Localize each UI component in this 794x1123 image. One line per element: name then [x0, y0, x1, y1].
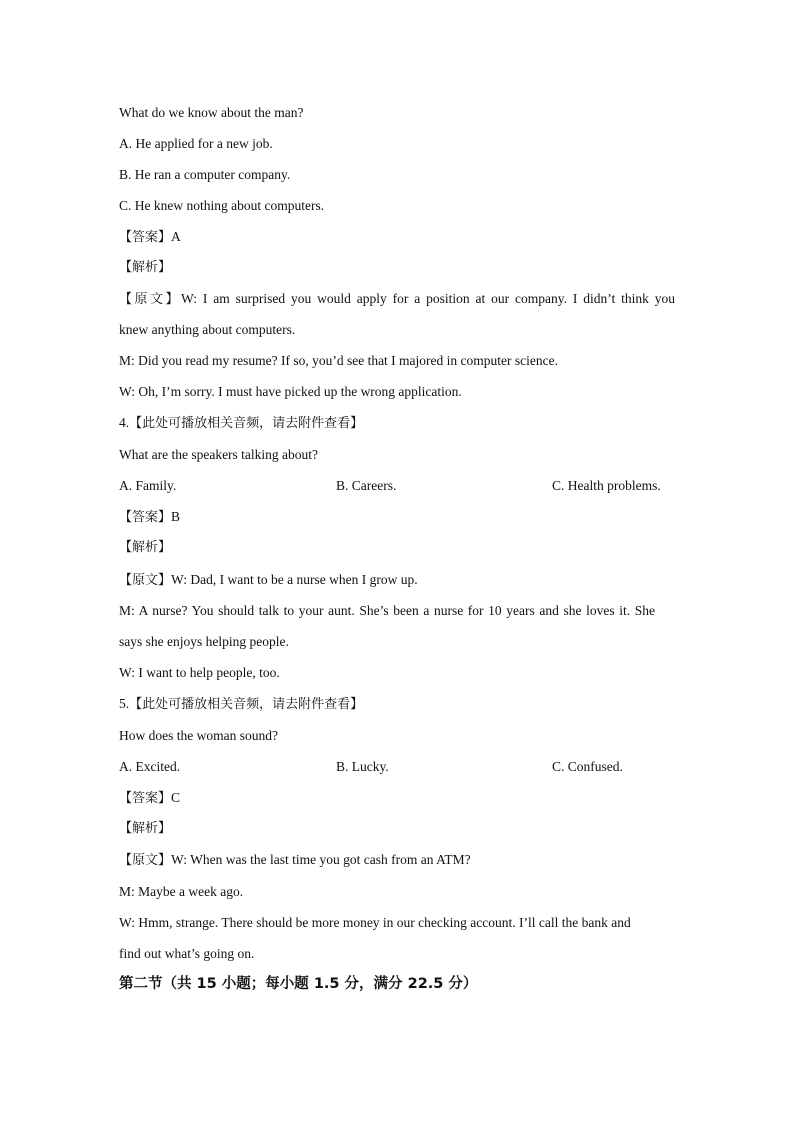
- q3-transcript-line-3: M: Did you read my resume? If so, you’d see that I majored in computer science.: [119, 353, 558, 368]
- q3-option-c: C. He knew nothing about computers.: [119, 198, 325, 213]
- q5-number: 5.: [119, 696, 130, 711]
- q5-answer: [119, 788, 180, 809]
- q3-analysis-label: 【解析】: [119, 260, 172, 275]
- q5-transcript-line-3: W: Hmm, strange. There should be more money in our checking account. I’ll call the bank and: [119, 915, 631, 930]
- q4-number: 4.: [119, 415, 130, 430]
- audio-note: 【此处可播放相关音频，请去附件查看】: [129, 416, 364, 431]
- q5-transcript-line-1: [119, 850, 471, 871]
- q4-option-a: A. Family.: [119, 478, 177, 493]
- transcript-label: 【原文】: [119, 573, 172, 588]
- answer-label: 【答案】: [119, 510, 172, 525]
- q5-option-c: C. Confused.: [552, 759, 623, 774]
- transcript-text: W: Dad, I want to be a nurse when I grow up.: [171, 572, 418, 587]
- q3-question: What do we know about the man?: [119, 105, 304, 120]
- q4-header: [119, 413, 363, 434]
- q4-question: What are the speakers talking about?: [119, 447, 319, 462]
- q5-header: [119, 694, 363, 715]
- q4-analysis-label: 【解析】: [119, 540, 172, 555]
- answer-value: C: [171, 790, 181, 805]
- q3-transcript-line-1: [119, 289, 675, 310]
- q4-answer: [119, 507, 180, 528]
- section-heading: 第二节（共 15 小题；每小题 1.5 分，满分 22.5 分）: [119, 976, 478, 992]
- q4-option-b: B. Careers.: [336, 478, 397, 493]
- transcript-text: W: When was the last time you got cash from an ATM?: [171, 852, 471, 867]
- q5-transcript-line-4: find out what’s going on.: [119, 946, 255, 961]
- q4-option-c: C. Health problems.: [552, 478, 661, 493]
- transcript-label: 【原文】: [119, 292, 182, 307]
- q5-question: How does the woman sound?: [119, 728, 278, 743]
- transcript-text: W: I am surprised you would apply for a position at our company. I didn’t think you: [181, 291, 675, 306]
- q5-option-a: A. Excited.: [119, 759, 181, 774]
- q3-answer: [119, 227, 181, 248]
- answer-label: 【答案】: [119, 230, 172, 245]
- answer-value: A: [171, 229, 181, 244]
- q4-transcript-line-4: W: I want to help people, too.: [119, 665, 280, 680]
- q4-transcript-line-1: [119, 570, 418, 591]
- q3-option-b: B. He ran a computer company.: [119, 167, 291, 182]
- q3-transcript-line-2: knew anything about computers.: [119, 322, 296, 337]
- q5-transcript-line-2: M: Maybe a week ago.: [119, 884, 244, 899]
- q3-transcript-line-4: W: Oh, I’m sorry. I must have picked up the wrong application.: [119, 384, 462, 399]
- q4-transcript-line-3: says she enjoys helping people.: [119, 634, 289, 649]
- q4-transcript-line-2: M: A nurse? You should talk to your aunt. She’s been a nurse for 10 years and she loves it. She: [119, 603, 655, 618]
- transcript-label: 【原文】: [119, 853, 172, 868]
- q5-option-b: B. Lucky.: [336, 759, 389, 774]
- answer-label: 【答案】: [119, 791, 172, 806]
- answer-value: B: [171, 509, 181, 524]
- q3-option-a: A. He applied for a new job.: [119, 136, 273, 151]
- audio-note: 【此处可播放相关音频，请去附件查看】: [129, 697, 364, 712]
- q5-analysis-label: 【解析】: [119, 821, 172, 836]
